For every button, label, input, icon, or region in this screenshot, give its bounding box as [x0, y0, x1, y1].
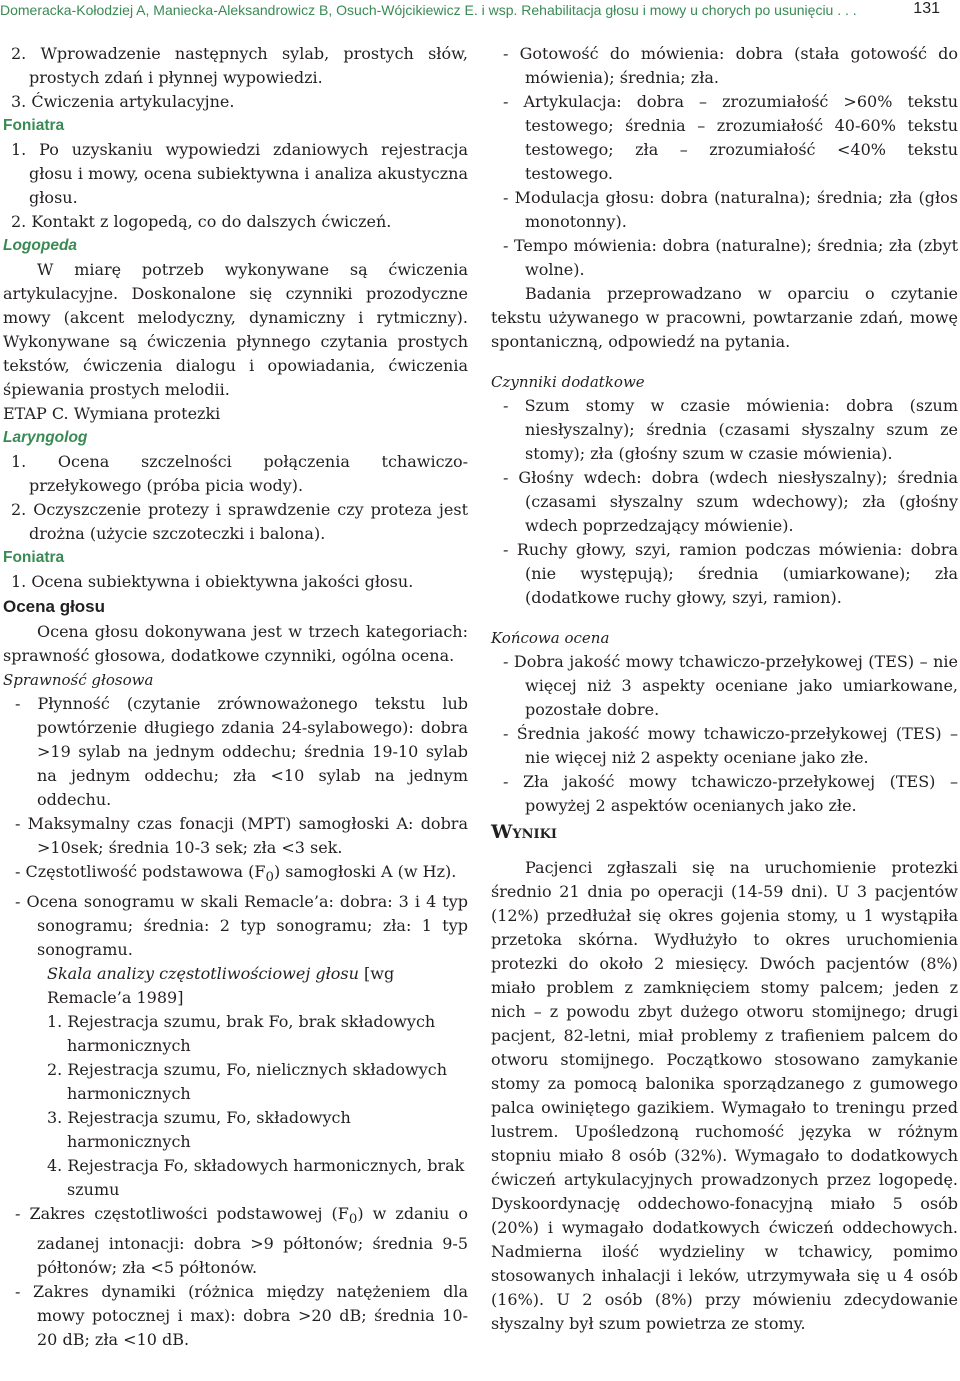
f0-text-post: ) samogłoski A (w Hz).: [273, 862, 457, 881]
running-header: [0, 0, 940, 20]
list-item: 2. Kontakt z logopedą, co do dalszych ćwiczeń.: [11, 212, 392, 231]
list-item: [3, 860, 468, 890]
left-column: [3, 42, 468, 1352]
scale-item: 3. Rejestracja szumu, Fo, składowych harmonicznych: [47, 1108, 351, 1152]
list-item: [3, 1202, 468, 1280]
list-item: - Artykulacja: dobra – zrozumiałość >60% tekstu testowego; średnia – zrozumiałość 40-60% tekstu testowego; zła – zrozumiałość <40% tekstu testowego.: [503, 92, 958, 183]
section-heading-ocena-glosu: Ocena głosu: [3, 597, 106, 616]
section-heading-logopeda: Logopeda: [3, 237, 78, 254]
f0-subscript: 0: [265, 870, 274, 886]
list-item: - Głośny wdech: dobra (wdech niesłyszalny); średnia (czasami słyszalny szum wdechowy); zła (głośny wdech poprzedzający mówienie).: [503, 468, 958, 535]
list-item: - Płynność (czytanie zrównoważonego tekstu lub powtórzenie długiego zdania 24-sylabowego): dobra >19 sylab na jednym oddechu; średnia 19-10 sylab na jednym oddechu; zła <10 sylab na jednym oddechu.: [15, 694, 468, 809]
list-item: 3. Ćwiczenia artykulacyjne.: [11, 92, 235, 111]
running-head-text: Domeracka-Kołodziej A, Maniecka-Aleksandrowicz B, Osuch-Wójcikiewicz E. i wsp. Rehabilitacja głosu i mowy u chorych po usunięciu . . .: [0, 2, 857, 18]
list-item: - Ocena sonogramu w skali Remacle’a: dobra: 3 i 4 typ sonogramu; średnia: 2 typ sonogramu; zła: 1 typ sonogramu.: [15, 892, 468, 960]
list-item: 1. Ocena szczelności połączenia tchawiczo-przełykowego (próba picia wody).: [11, 452, 468, 495]
list-item: - Ruchy głowy, szyi, ramion podczas mówienia: dobra (nie występują); średnia (umiarkowane); zła (dodatkowe ruchy głowy, szyi, ramion).: [503, 540, 958, 607]
section-heading-czynniki: Czynniki dodatkowe: [491, 373, 645, 391]
section-heading-foniatra-2: Foniatra: [3, 549, 65, 566]
section-heading-wyniki: Wyniki: [491, 821, 557, 843]
list-item: 2. Oczyszczenie protezy i sprawdzenie czy proteza jest drożna (użycie szczoteczki i balona).: [11, 500, 468, 543]
list-item: - Średnia jakość mowy tchawiczo-przełykowej (TES) – nie więcej niż 2 aspekty oceniane jako złe.: [503, 724, 958, 767]
scale-title-source: [wg Remacle’a 1989]: [47, 964, 395, 1008]
section-heading-foniatra: Foniatra: [3, 117, 65, 134]
list-item: - Dobra jakość mowy tchawiczo-przełykowej (TES) – nie więcej niż 3 aspekty oceniane jako umiarkowane, pozostałe dobre.: [503, 652, 958, 719]
scale-title: [3, 962, 468, 1010]
list-item: - Maksymalny czas fonacji (MPT) samogłoski A: dobra >10sek; średnia 10-3 sek; zła <3 sek.: [15, 814, 468, 857]
scale-item: 4. Rejestracja Fo, składowych harmonicznych, brak szumu: [47, 1156, 465, 1200]
range-text-pre: - Zakres częstotliwości podstawowej (F: [15, 1204, 349, 1224]
list-item: - Gotowość do mówienia: dobra (stała gotowość do mówienia); średnia; zła.: [503, 44, 958, 87]
section-heading-koncowa: Końcowa ocena: [491, 629, 610, 647]
scale-item: 1. Rejestracja szumu, brak Fo, brak składowych harmonicznych: [47, 1012, 436, 1056]
stage-heading: ETAP C. Wymiana protezki: [3, 404, 221, 423]
list-item: - Tempo mówienia: dobra (naturalne); średnia; zła (zbyt wolne).: [503, 236, 958, 279]
list-item: 1. Po uzyskaniu wypowiedzi zdaniowych rejestracja głosu i mowy, ocena subiektywna i analiza akustyczna głosu.: [11, 140, 468, 207]
scale-item: 2. Rejestracja szumu, Fo, nielicznych składowych harmonicznych: [47, 1060, 448, 1104]
list-item: - Zakres dynamiki (różnica między natężeniem dla mowy potocznej i max): dobra >20 dB; średnia 10-20 dB; zła <10 dB.: [15, 1282, 468, 1350]
section-heading-sprawnosc: Sprawność głosowa: [3, 671, 154, 689]
range-subscript: 0: [348, 1212, 358, 1228]
list-item: - Szum stomy w czasie mówienia: dobra (szum niesłyszalny); średnia (czasami słyszalny szum ze stomy); zła (głośny szum w czasie mówienia).: [503, 396, 958, 463]
f0-text-pre: - Częstotliwość podstawowa (F: [15, 862, 266, 881]
right-column: [491, 42, 958, 1336]
paragraph-badania: Badania przeprowadzano w oparciu o czytanie tekstu używanego w pracowni, powtarzanie zdań, mowę spontaniczną, odpowiedź na pytania.: [491, 284, 958, 351]
range-text-post: ) w zdaniu o zadanej intonacji: dobra >9 półtonów; średnia 9-5 półtonów; zła <5 półtonów.: [37, 1204, 469, 1278]
list-item: - Modulacja głosu: dobra (naturalna); średnia; zła (głos monotonny).: [503, 188, 958, 231]
page-number: 131: [913, 0, 940, 17]
paragraph-ocena: Ocena głosu dokonywana jest w trzech kategoriach: sprawność głosowa, dodatkowe czynniki, ogólna ocena.: [3, 622, 468, 665]
section-heading-laryngolog: Laryngolog: [3, 429, 88, 446]
paragraph-wyniki: Pacjenci zgłaszali się na uruchomienie protezki średnio 21 dnia po operacji (14-59 dni). U 3 pacjentów (12%) przedłużał się okres gojenia stomy, u 1 wystąpiła przetoka skórna. Wydłużyło to okres uruchomienia protezki do około 2 miesięcy. Dwóch pacjentów (8%) miało problem z zamknięciem stomy palcem; jeden z nich – z powodu zbyt dużego otworu stomijnego; drugi pacjent, 82-letni, miał problemy z trafieniem palcem do otworu stomijnego. Początkowo stosowano zamykanie stomy za pomocą balonika sporządzanego z gumowego palca owiniętego gazikiem. Wymagało to treningu przed lustrem. Upośledzoną ruchomość języka w różnym stopniu miało 8 osób (32%). Wymagało to dodatkowych ćwiczeń artykulacyjnych prowadzonych przez logopedę. Dyskoordynację oddechowo-fonacyjną miało 5 osób (20%) i wymagało dodatkowych ćwiczeń oddechowych. Nadmierna ilość wydzieliny w tchawicy, pomimo stosowanych inhalacji i leków, utrzymywała się u 4 osób (16%). U 2 osób (8%) przy mówieniu zdecydowanie słyszalny był szum powietrza ze stomy.: [491, 858, 958, 1333]
paragraph-logopeda: W miarę potrzeb wykonywane są ćwiczenia artykulacyjne. Doskonalone się czynniki prozodyczne mowy (akcent melodyczny, dynamiczny i rytmiczny). Wykonywane są ćwiczenia płynnego czytania prostych tekstów, ćwiczenia dialogu i opowiadania, ćwiczenia śpiewania prostych melodii.: [3, 260, 468, 399]
list-item: 2. Wprowadzenie następnych sylab, prostych słów, prostych zdań i płynnej wypowiedzi.: [11, 44, 468, 87]
list-item: 1. Ocena subiektywna i obiektywna jakości głosu.: [11, 572, 414, 591]
scale-title-italic: Skala analizy częstotliwościowej głosu: [47, 964, 359, 984]
list-item: - Zła jakość mowy tchawiczo-przełykowej (TES) – powyżej 2 aspektów ocenianych jako złe.: [503, 772, 958, 815]
